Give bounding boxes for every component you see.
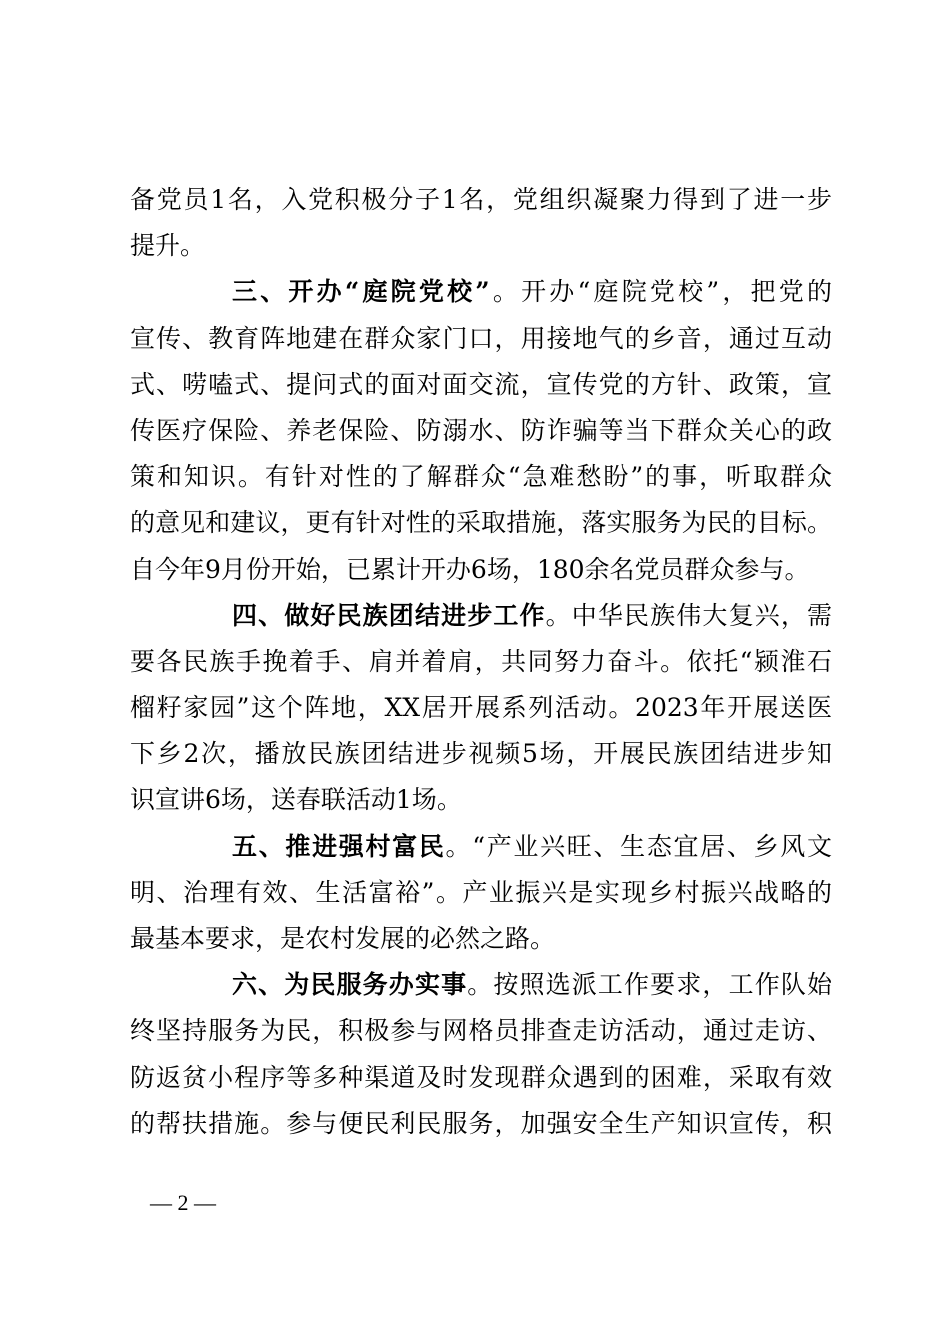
text-span: 。按照选派工作要求，工作队始 bbox=[467, 970, 832, 1000]
section-heading: 三、开办“庭院党校” bbox=[232, 277, 490, 307]
section-heading: 六、为民服务办实事 bbox=[232, 970, 468, 1000]
text-line: 终坚持服务为民，积极参与网格员排查走访活动，通过走访、 bbox=[130, 1016, 832, 1046]
text-line: 的意见和建议，更有针对性的采取措施，落实服务为民的目标。 bbox=[130, 508, 832, 538]
text-span: 。“产业兴旺、生态宜居、乡风文 bbox=[445, 831, 832, 861]
text-line: 宣传、教育阵地建在群众家门口，用接地气的乡音，通过互动 bbox=[130, 323, 832, 353]
paragraph-first-line bbox=[130, 269, 832, 315]
page-number: — 2 — bbox=[150, 1190, 216, 1215]
section-heading: 五、推进强村富民 bbox=[232, 831, 446, 861]
text-line: 明、治理有效、生活富裕”。产业振兴是实现乡村振兴战略的 bbox=[130, 877, 832, 907]
text-line: 榴籽家园”这个阵地，XX居开展系列活动。2023年开展送医 bbox=[130, 693, 832, 723]
text-line: 策和知识。有针对性的了解群众“急难愁盼”的事，听取群众 bbox=[130, 462, 832, 492]
text-line: 最基本要求，是农村发展的必然之路。 bbox=[130, 924, 556, 953]
text-line: 的帮扶措施。参与便民利民服务，加强安全生产知识宣传，积 bbox=[130, 1108, 832, 1138]
document-body bbox=[130, 177, 832, 1147]
text-line: 式、唠嗑式、提问式的面对面交流，宣传党的方针、政策，宣 bbox=[130, 369, 832, 399]
paragraph-first-line bbox=[130, 593, 832, 639]
text-span: 。开办“庭院党校”，把党的 bbox=[489, 277, 832, 307]
text-line: 防返贫小程序等多种渠道及时发现群众遇到的困难，采取有效 bbox=[130, 1062, 832, 1092]
section-heading: 四、做好民族团结进步工作 bbox=[232, 600, 546, 630]
text-line: 下乡2次，播放民族团结进步视频5场，开展民族团结进步知 bbox=[130, 739, 832, 769]
paragraph-first-line bbox=[130, 962, 832, 1008]
text-line: 传医疗保险、养老保险、防溺水、防诈骗等当下群众关心的政 bbox=[130, 415, 832, 445]
text-line: 备党员1名，入党积极分子1名，党组织凝聚力得到了进一步 bbox=[130, 185, 832, 214]
text-line: 要各民族手挽着手、肩并着肩，共同努力奋斗。依托“颍淮石 bbox=[130, 646, 832, 676]
text-span: 。中华民族伟大复兴，需 bbox=[545, 600, 832, 630]
text-line: 提升。 bbox=[130, 231, 206, 261]
text-line: 识宣讲6场，送春联活动1场。 bbox=[130, 785, 462, 815]
paragraph-first-line bbox=[130, 824, 832, 870]
text-line: 自今年9月份开始，已累计开办6场，180余名党员群众参与。 bbox=[130, 554, 810, 584]
